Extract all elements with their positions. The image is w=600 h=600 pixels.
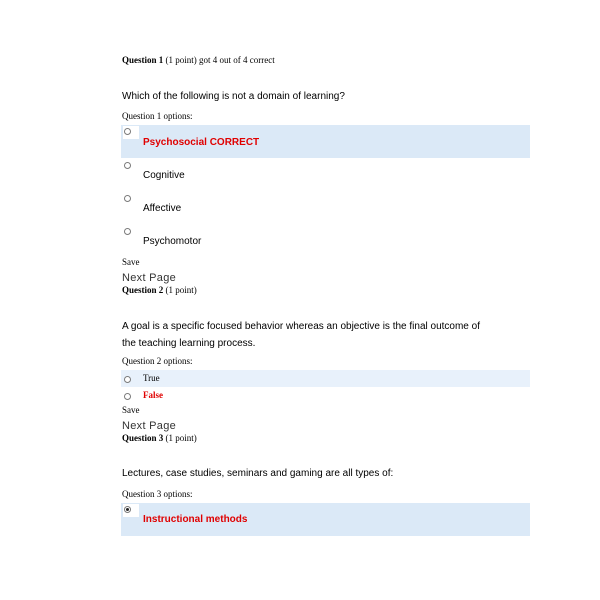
question-3-option-1-label: Instructional methods [143,514,248,525]
question-3-text: Lectures, case studies, seminars and gaming are all types of: [122,468,394,479]
question-2-option-1-highlight [121,370,530,387]
question-3-header [122,433,197,443]
question-1-save-button[interactable]: Save [122,257,140,267]
question-1-option-2-radio[interactable] [124,162,131,169]
question-2-next-page-link[interactable]: Next Page [122,420,177,432]
question-1-next-page-link[interactable]: Next Page [122,272,177,284]
question-2-text [122,318,480,352]
question-1-points: (1 point) got 4 out of 4 correct [163,55,275,65]
question-1-option-3-label: Affective [143,203,182,214]
question-1-text: Which of the following is not a domain of learning? [122,91,345,102]
question-2-options-label: Question 2 options: [122,356,193,366]
question-2-points: (1 point) [163,285,197,295]
question-2-text-line-2: the teaching learning process. [122,338,256,349]
question-1-option-3-radio[interactable] [124,195,131,202]
question-3-options-label: Question 3 options: [122,489,193,499]
question-1-option-4-label: Psychomotor [143,236,202,247]
question-2-option-1-radio[interactable] [124,376,131,383]
question-3-points: (1 point) [163,433,197,443]
question-1-option-1-label: Psychosocial CORRECT [143,137,260,148]
question-3-number: Question 3 [122,433,164,443]
question-2-header [122,285,197,295]
question-1-option-4-radio[interactable] [124,228,131,235]
question-1-option-2-label: Cognitive [143,170,185,181]
question-2-text-line-1: A goal is a specific focused behavior whereas an objective is the final outcome of [122,321,480,332]
question-2-option-2-radio[interactable] [124,393,131,400]
question-2-option-2-label: False [143,390,163,400]
question-2-number: Question 2 [122,285,164,295]
question-2-option-1-label: True [143,373,160,383]
question-1-header [122,55,275,65]
question-2-save-button[interactable]: Save [122,405,140,415]
question-1-options-label: Question 1 options: [122,111,193,121]
question-1-number: Question 1 [122,55,164,65]
question-1-option-1-radio[interactable] [124,128,131,135]
question-3-option-1-radio[interactable] [124,506,131,513]
